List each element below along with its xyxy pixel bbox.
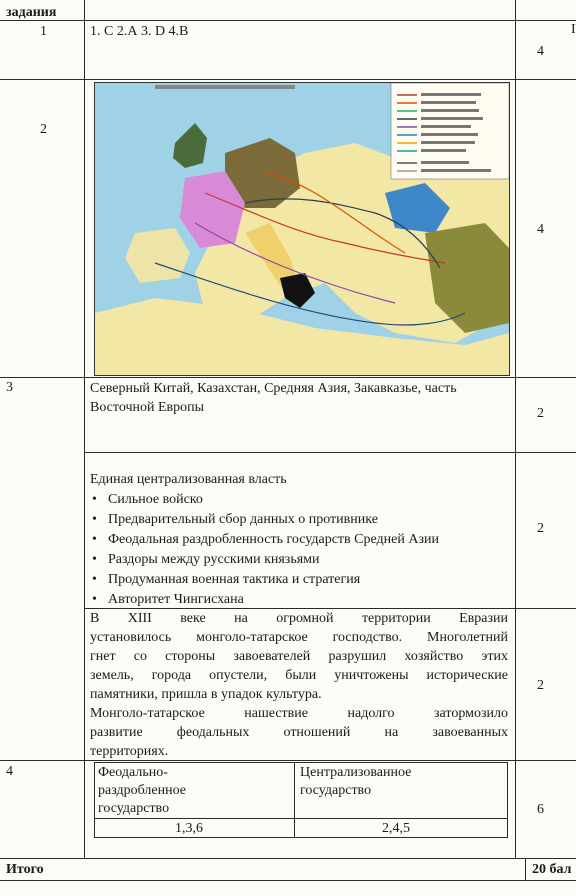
col-divider — [84, 0, 85, 858]
crusades-map-svg — [95, 83, 509, 375]
inner-table-line — [507, 762, 508, 838]
row-2-score: 4 — [537, 222, 544, 237]
col-divider — [525, 858, 526, 880]
row-2-number: 2 — [40, 122, 47, 137]
row-1-number: 1 — [40, 24, 47, 39]
reason-item: • Феодальная раздробленность государств Средней Азии — [90, 530, 439, 550]
row-divider — [0, 377, 576, 378]
consequences-score: 2 — [537, 678, 544, 693]
reasons-score: 2 — [537, 521, 544, 536]
consequence-line: Монголо-татарское нашествие надолго затормозило — [90, 706, 508, 721]
row-4-number: 4 — [6, 764, 13, 779]
cut-text-fragment: І — [571, 22, 576, 37]
inner-col1-header: раздробленное — [98, 783, 186, 798]
row-1-score: 4 — [537, 44, 544, 59]
inner-col2-value: 2,4,5 — [382, 821, 410, 836]
historical-map — [94, 82, 510, 376]
reason-item: • Продуманная военная тактика и стратегия — [90, 570, 439, 590]
inner-table-line — [94, 818, 508, 819]
row-4-score: 6 — [537, 802, 544, 817]
row-3-number: 3 — [6, 380, 13, 395]
row-divider — [0, 79, 576, 80]
consequence-line: территориях. — [90, 744, 169, 759]
row-divider — [84, 452, 576, 453]
consequence-line: гнет со стороны завоевателей разрушил хозяйство этих — [90, 649, 508, 664]
inner-col1-header: государство — [98, 801, 170, 816]
total-label: Итого — [6, 862, 44, 877]
reason-item: • Авторитет Чингисхана — [90, 590, 439, 610]
reason-item: • Раздоры между русскими князьями — [90, 550, 439, 570]
inner-col2-header: Централизованное — [300, 765, 412, 780]
reason-item: • Предварительный сбор данных о противнике — [90, 510, 439, 530]
row-3-answer: Северный Китай, Казахстан, Средняя Азия, Закавказье, часть Восточной Европы — [90, 381, 457, 415]
total-score: 20 бал — [532, 862, 572, 877]
inner-table-line — [294, 762, 295, 838]
reason-item: • Сильное войско — [90, 490, 439, 510]
inner-table-line — [94, 762, 95, 838]
inner-col1-header: Феодально- — [98, 765, 168, 780]
reasons-list — [90, 490, 439, 610]
inner-col2-header: государство — [300, 783, 372, 798]
row-divider — [0, 20, 576, 21]
row-divider — [0, 880, 576, 881]
inner-table-line — [94, 837, 508, 838]
consequence-line: развитие феодальных отношений на завоеванных — [90, 725, 508, 740]
consequence-line: земель, города опустели, были уничтожены исторические — [90, 668, 508, 683]
consequence-line: памятники, пришла в упадок культура. — [90, 687, 322, 702]
reasons-intro: Единая централизованная власть — [90, 472, 287, 487]
row-divider — [0, 858, 576, 859]
row-divider — [0, 760, 576, 761]
consequence-line: В XIII веке на огромной территории Евразии — [90, 611, 508, 626]
row-3-score: 2 — [537, 406, 544, 421]
consequence-line: установилось монголо-татарское господство. Многолетний — [90, 630, 508, 645]
inner-col1-value: 1,3,6 — [175, 821, 203, 836]
row-1-answer: 1. С 2.А 3. D 4.В — [90, 24, 189, 39]
col-divider — [515, 0, 516, 858]
header-task-column: задания — [6, 5, 57, 20]
